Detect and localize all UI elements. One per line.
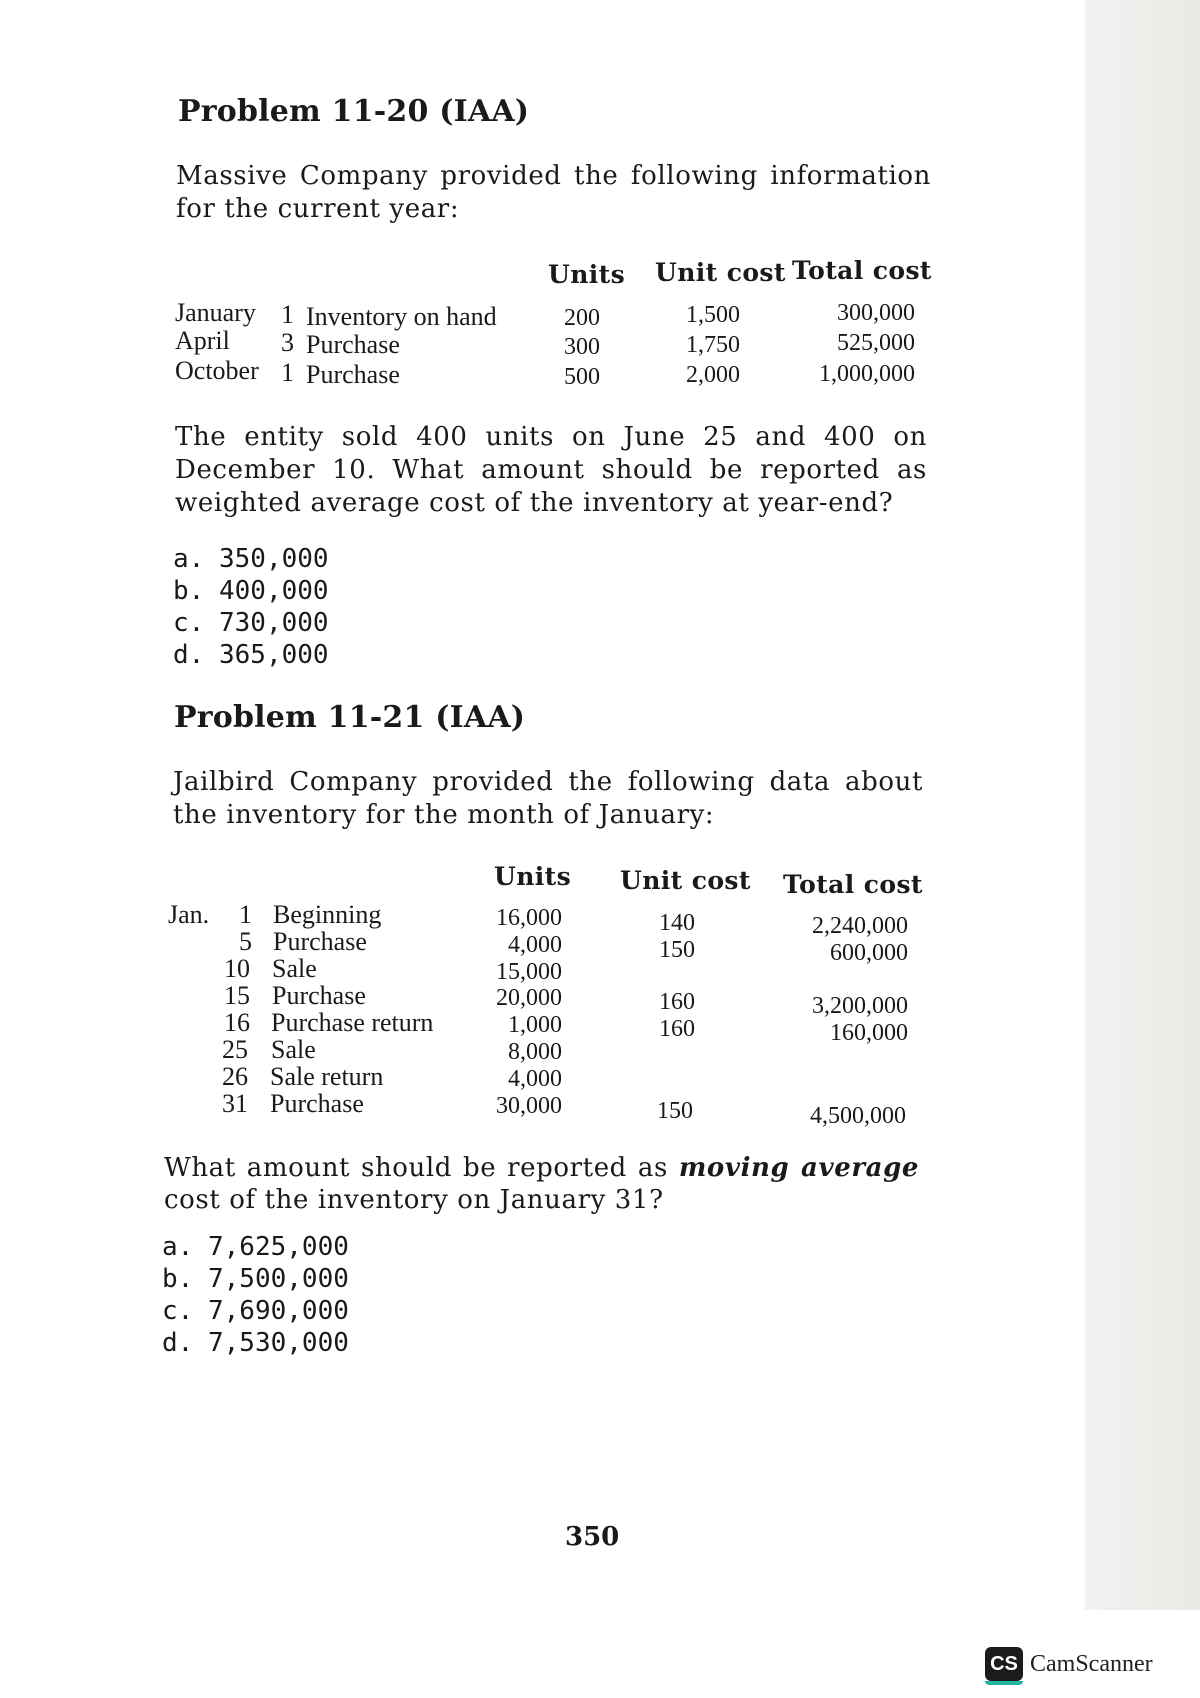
p2-row8-total-cost: 4,500,000 <box>810 1103 906 1129</box>
p1-header-units: Units <box>548 260 626 289</box>
p1-header-total-cost: Total cost <box>792 256 932 285</box>
p2-row6-day: 25 <box>222 1035 248 1064</box>
p1-choice-c[interactable] <box>173 608 329 638</box>
p1-row1-unit-cost: 1,500 <box>686 302 740 328</box>
p2-row8-unit-cost: 150 <box>657 1098 693 1124</box>
scan-edge <box>1085 0 1200 1610</box>
choice-value: 730,000 <box>219 608 329 638</box>
p2-row4-unit-cost: 160 <box>659 989 695 1015</box>
problem-2-title: Problem 11-21 (IAA) <box>174 700 526 735</box>
p2-row8-desc: Purchase <box>270 1089 364 1118</box>
p1-row3-units: 500 <box>564 364 600 390</box>
problem-2-intro: Jailbird Company provided the following data about the inventory for the month of January: <box>173 767 923 830</box>
p1-choice-b[interactable] <box>173 576 329 606</box>
p2-row1-units: 16,000 <box>496 905 562 931</box>
problem-1-question: The entity sold 400 units on June 25 and 400 on December 10. What amount should be reported as weighted average cost of the inventory at year-end? <box>175 422 927 518</box>
p2-row2-total-cost: 600,000 <box>830 940 908 966</box>
p1-row1-desc: Inventory on hand <box>306 302 497 331</box>
p1-row2-units: 300 <box>564 334 600 360</box>
problem-2-question <box>164 1152 919 1216</box>
choice-value: 365,000 <box>219 640 329 670</box>
choice-value: 7,625,000 <box>208 1232 349 1262</box>
p1-row1-units: 200 <box>564 305 600 331</box>
p2-row5-day: 16 <box>224 1008 250 1037</box>
p1-row3-month: October <box>175 356 259 385</box>
problem-1-title: Problem 11-20 (IAA) <box>178 94 530 129</box>
p2-row2-desc: Purchase <box>273 927 367 956</box>
p2-row4-day: 15 <box>224 981 250 1010</box>
choice-value: 7,530,000 <box>208 1328 349 1358</box>
choice-value: 400,000 <box>219 576 329 606</box>
p1-row1-day: 1 <box>281 300 294 329</box>
choice-letter: c. <box>162 1296 194 1326</box>
p2-row1-total-cost: 2,240,000 <box>812 913 908 939</box>
p2-row6-units: 8,000 <box>508 1039 562 1065</box>
p2-choice-c[interactable] <box>162 1296 349 1326</box>
p2-header-total-cost: Total cost <box>783 870 923 899</box>
question-text-post: cost of the inventory on January 31? <box>164 1185 664 1215</box>
p2-row8-day: 31 <box>222 1089 248 1118</box>
p2-row5-total-cost: 160,000 <box>830 1020 908 1046</box>
p1-choice-a[interactable] <box>173 544 329 574</box>
p2-choice-a[interactable] <box>162 1232 349 1262</box>
p1-choice-d[interactable] <box>173 640 329 670</box>
p2-row3-desc: Sale <box>272 954 317 983</box>
p2-header-units: Units <box>494 862 572 891</box>
page-number: 350 <box>565 1522 620 1552</box>
p1-row2-day: 3 <box>281 328 294 357</box>
p2-row3-units: 15,000 <box>496 959 562 985</box>
camscanner-text: CamScanner <box>1030 1650 1153 1677</box>
choice-value: 350,000 <box>219 544 329 574</box>
p1-row3-unit-cost: 2,000 <box>686 362 740 388</box>
p2-row4-desc: Purchase <box>272 981 366 1010</box>
p1-row2-unit-cost: 1,750 <box>686 332 740 358</box>
problem-1-intro: Massive Company provided the following information for the current year: <box>176 161 931 224</box>
p1-row1-month: January <box>175 298 256 327</box>
p2-row2-day: 5 <box>239 927 252 956</box>
p2-choice-d[interactable] <box>162 1328 349 1358</box>
camscanner-logo-icon: CS <box>985 1647 1023 1681</box>
p2-row2-unit-cost: 150 <box>659 937 695 963</box>
p2-row1-desc: Beginning <box>273 900 382 929</box>
p2-row1-unit-cost: 140 <box>659 910 695 936</box>
p2-row4-units: 20,000 <box>496 985 562 1011</box>
choice-value: 7,690,000 <box>208 1296 349 1326</box>
p1-row2-total-cost: 525,000 <box>837 330 915 356</box>
p2-row2-units: 4,000 <box>508 932 562 958</box>
p2-row6-desc: Sale <box>271 1035 316 1064</box>
p1-row2-desc: Purchase <box>306 330 400 359</box>
p2-row5-desc: Purchase return <box>271 1008 434 1037</box>
p1-header-unit-cost: Unit cost <box>655 258 786 287</box>
choice-letter: b. <box>162 1264 194 1294</box>
p2-month-label: Jan. <box>168 900 210 929</box>
p2-row5-units: 1,000 <box>508 1012 562 1038</box>
p1-row3-total-cost: 1,000,000 <box>819 361 915 387</box>
choice-letter: d. <box>162 1328 194 1358</box>
p2-row7-desc: Sale return <box>270 1062 384 1091</box>
question-text-emphasis: moving average <box>678 1153 919 1183</box>
p2-row7-units: 4,000 <box>508 1066 562 1092</box>
p2-row8-units: 30,000 <box>496 1093 562 1119</box>
p2-row1-day: 1 <box>239 900 252 929</box>
choice-letter: d. <box>173 640 205 670</box>
choice-letter: a. <box>162 1232 194 1262</box>
p1-row2-month: April <box>175 326 230 355</box>
p2-header-unit-cost: Unit cost <box>620 866 751 895</box>
p1-row3-day: 1 <box>281 358 294 387</box>
choice-letter: b. <box>173 576 205 606</box>
camscanner-watermark <box>985 1645 1153 1683</box>
p1-row3-desc: Purchase <box>306 360 400 389</box>
p2-row4-total-cost: 3,200,000 <box>812 993 908 1019</box>
p2-row3-day: 10 <box>224 954 250 983</box>
p1-row1-total-cost: 300,000 <box>837 300 915 326</box>
p2-row5-unit-cost: 160 <box>659 1016 695 1042</box>
p2-row7-day: 26 <box>222 1062 248 1091</box>
choice-letter: a. <box>173 544 205 574</box>
choice-value: 7,500,000 <box>208 1264 349 1294</box>
p2-choice-b[interactable] <box>162 1264 349 1294</box>
choice-letter: c. <box>173 608 205 638</box>
question-text-pre: What amount should be reported as <box>164 1153 679 1183</box>
